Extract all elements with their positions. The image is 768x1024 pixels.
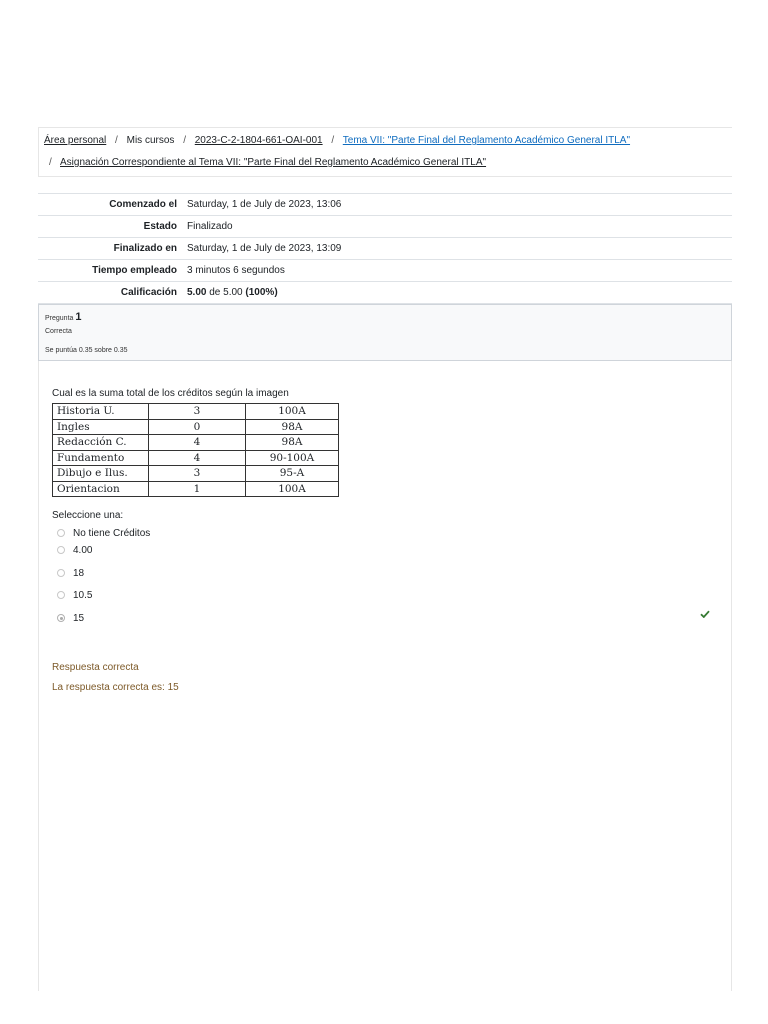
table-cell: Dibujo e Ilus. [53,466,149,482]
table-cell: 0 [149,419,246,435]
answer-option[interactable] [57,545,92,556]
answer-prompt: Seleccione una: [52,510,124,521]
breadcrumb-separator: / [331,135,335,146]
breadcrumb-separator: / [183,135,186,146]
table-row [53,450,339,466]
breadcrumb-separator: / [49,157,52,168]
summary-grade-value [182,282,732,304]
table-cell: 98A [246,419,339,435]
table-row [53,404,339,420]
summary-value: Saturday, 1 de July de 2023, 13:06 [182,194,732,216]
table-cell: 100A [246,404,339,420]
answer-option[interactable] [57,528,150,539]
breadcrumb-assignment-link[interactable]: Asignación Correspondiente al Tema VII: "Parte Final del Reglamento Académico General ITLA" [60,157,487,168]
breadcrumb-separator: / [115,135,118,146]
radio-button[interactable] [57,529,65,537]
table-cell: 3 [149,466,246,482]
table-cell: 3 [149,404,246,420]
question-image-table [52,403,339,497]
table-cell: 95-A [246,466,339,482]
summary-row-finished [38,238,732,260]
table-row [53,419,339,435]
content-border [731,361,732,991]
radio-button[interactable] [57,591,65,599]
grade-of: de 5.00 [209,287,243,298]
breadcrumb [38,127,732,177]
breadcrumb-home-link[interactable]: Área personal [44,135,107,146]
answer-option-label: 4.00 [73,545,93,556]
answer-option-label: 10.5 [73,590,93,601]
table-cell: Fundamento [53,450,149,466]
content-border [38,361,39,991]
answer-option[interactable] [57,568,84,579]
answer-option-label: No tiene Créditos [73,528,151,539]
table-cell: 90-100A [246,450,339,466]
summary-label: Tiempo empleado [38,260,182,282]
radio-button[interactable] [57,569,65,577]
answer-option-label: 15 [73,613,85,624]
question-text: Cual es la suma total de los créditos según la imagen [52,388,289,399]
summary-row-started [38,194,732,216]
summary-label: Comenzado el [38,194,182,216]
summary-row-time-taken [38,260,732,282]
breadcrumb-course-link[interactable]: 2023-C-2-1804-661-OAI-001 [194,135,323,146]
radio-button[interactable] [57,546,65,554]
check-icon [700,610,710,618]
summary-value: 3 minutos 6 segundos [182,260,732,282]
feedback-correct-answer: La respuesta correcta es: 15 [52,682,179,693]
question-number-value: 1 [75,311,82,323]
question-state: Correcta [45,328,72,335]
summary-label: Estado [38,216,182,238]
question-grade: Se puntúa 0.35 sobre 0.35 [45,347,128,354]
summary-row-grade [38,282,732,304]
summary-value: Finalizado [182,216,732,238]
summary-row-state [38,216,732,238]
table-row [53,466,339,482]
summary-value: Saturday, 1 de July de 2023, 13:09 [182,238,732,260]
feedback-result: Respuesta correcta [52,662,139,673]
table-cell: 1 [149,481,246,497]
table-row [53,481,339,497]
table-cell: Orientacion [53,481,149,497]
breadcrumb-my-courses: Mis cursos [126,135,175,146]
radio-button-selected[interactable] [57,614,65,622]
question-info [38,304,732,361]
table-cell: 4 [149,450,246,466]
table-cell: Historia U. [53,404,149,420]
table-cell: 100A [246,481,339,497]
question-number [45,311,82,323]
summary-label: Finalizado en [38,238,182,260]
question-number-label: Pregunta [45,315,74,322]
answer-option-label: 18 [73,568,85,579]
table-cell: Ingles [53,419,149,435]
table-cell: Redacción C. [53,435,149,451]
answer-option[interactable] [57,590,92,601]
breadcrumb-topic-link[interactable]: Tema VII: "Parte Final del Reglamento Académico General ITLA" [342,135,631,146]
attempt-summary-table [38,193,732,304]
table-row [53,435,339,451]
table-cell: 98A [246,435,339,451]
grade-score: 5.00 [187,287,207,298]
answer-option[interactable] [57,613,84,624]
summary-label: Calificación [38,282,182,304]
table-cell: 4 [149,435,246,451]
grade-percent: (100%) [245,287,278,298]
